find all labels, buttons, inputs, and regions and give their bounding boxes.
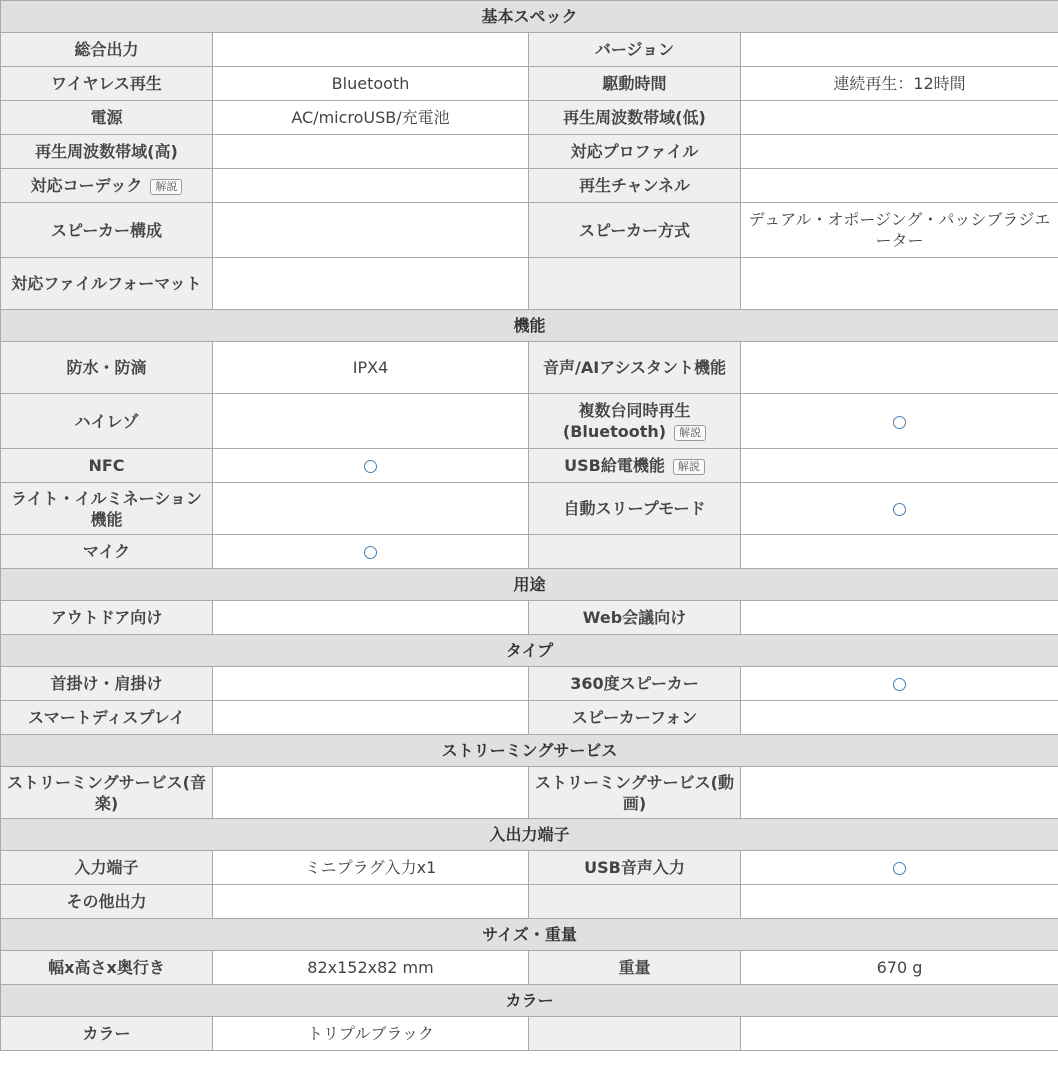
table-row: [1, 601, 1058, 635]
label-nfc: NFC: [1, 449, 213, 483]
label-codec-text: 対応コーデック: [30, 176, 143, 195]
table-row: [1, 535, 1058, 569]
label-usb-power: [529, 449, 741, 483]
table-row: [1, 885, 1058, 919]
value-auto-sleep: [741, 483, 1058, 535]
section-header-color: [1, 985, 1058, 1017]
value-web-meeting: [741, 601, 1058, 635]
section-title: ストリーミングサービス: [1, 735, 1058, 767]
weight-link[interactable]: 670 g: [741, 951, 1058, 985]
label-empty: [529, 535, 741, 569]
section-header-features: [1, 310, 1058, 342]
table-row: [1, 851, 1058, 885]
value-speakerphone: [741, 701, 1058, 735]
label-power: 電源: [1, 101, 213, 135]
table-row: [1, 483, 1058, 535]
value-channel: [741, 169, 1058, 203]
value-illumination: [213, 483, 529, 535]
table-row: [1, 342, 1058, 394]
label-empty: [529, 1017, 741, 1051]
label-multi-playback-text: 複数台同時再生(Bluetooth): [562, 401, 691, 441]
check-circle-icon: [364, 546, 377, 559]
value-freq-low: [741, 101, 1058, 135]
value-streaming-video: [741, 767, 1058, 819]
table-row: [1, 1017, 1058, 1051]
value-power: AC/microUSB/充電池: [213, 101, 529, 135]
label-streaming-music: ストリーミングサービス(音楽): [1, 767, 213, 819]
value-voice-assistant: [741, 342, 1058, 394]
label-battery-time: 駆動時間: [529, 67, 741, 101]
value-total-output: [213, 33, 529, 67]
label-hires: ハイレゾ: [1, 394, 213, 449]
value-input: ミニプラグ入力x1: [213, 851, 529, 885]
label-smart-display: スマートディスプレイ: [1, 701, 213, 735]
label-auto-sleep: 自動スリープモード: [529, 483, 741, 535]
value-neck-shoulder: [213, 667, 529, 701]
value-streaming-music: [213, 767, 529, 819]
label-streaming-video: ストリーミングサービス(動画): [529, 767, 741, 819]
table-row: [1, 101, 1058, 135]
value-nfc: [213, 449, 529, 483]
section-title: 入出力端子: [1, 819, 1058, 851]
label-web-meeting: Web会議向け: [529, 601, 741, 635]
label-channel: 再生チャンネル: [529, 169, 741, 203]
label-weight: 重量: [529, 951, 741, 985]
check-circle-icon: [893, 503, 906, 516]
value-usb-power: [741, 449, 1058, 483]
explain-badge-usb-power[interactable]: 解説: [673, 459, 705, 475]
section-title: 用途: [1, 569, 1058, 601]
check-circle-icon: [893, 416, 906, 429]
value-freq-high: [213, 135, 529, 169]
label-voice-assistant: 音声/AIアシスタント機能: [529, 342, 741, 394]
table-row: [1, 67, 1058, 101]
value-empty: [741, 535, 1058, 569]
value-file-format: [213, 258, 529, 310]
value-360-speaker: [741, 667, 1058, 701]
section-header-size-weight: [1, 919, 1058, 951]
label-usb-power-text: USB給電機能: [564, 456, 665, 475]
explain-badge-codec[interactable]: 解説: [150, 179, 182, 195]
explain-badge-multi-playback[interactable]: 解説: [674, 425, 706, 441]
table-row: [1, 394, 1058, 449]
value-mic: [213, 535, 529, 569]
table-row: [1, 258, 1058, 310]
label-other-output: その他出力: [1, 885, 213, 919]
value-speaker-type: デュアル・オポージング・パッシブラジエーター: [741, 203, 1058, 258]
value-empty: [741, 258, 1058, 310]
label-speaker-type: スピーカー方式: [529, 203, 741, 258]
label-empty: [529, 258, 741, 310]
value-outdoor: [213, 601, 529, 635]
value-codec: [213, 169, 529, 203]
value-smart-display: [213, 701, 529, 735]
value-speaker-config: [213, 203, 529, 258]
section-header-basic-spec: [1, 1, 1058, 33]
label-wireless: ワイヤレス再生: [1, 67, 213, 101]
check-circle-icon: [893, 678, 906, 691]
check-circle-icon: [893, 862, 906, 875]
section-title: 機能: [1, 310, 1058, 342]
section-title: カラー: [1, 985, 1058, 1017]
label-empty: [529, 885, 741, 919]
value-other-output: [213, 885, 529, 919]
value-profile: [741, 135, 1058, 169]
label-speaker-config: スピーカー構成: [1, 203, 213, 258]
value-empty: [741, 1017, 1058, 1051]
value-empty: [741, 885, 1058, 919]
value-version: [741, 33, 1058, 67]
section-title: タイプ: [1, 635, 1058, 667]
table-row: [1, 767, 1058, 819]
label-waterproof: 防水・防滴: [1, 342, 213, 394]
label-usb-audio-input: USB音声入力: [529, 851, 741, 885]
label-profile: 対応プロファイル: [529, 135, 741, 169]
label-file-format: 対応ファイルフォーマット: [1, 258, 213, 310]
label-dimensions: 幅x高さx奥行き: [1, 951, 213, 985]
label-mic: マイク: [1, 535, 213, 569]
value-color: トリプルブラック: [213, 1017, 529, 1051]
label-multi-playback: [529, 394, 741, 449]
label-total-output: 総合出力: [1, 33, 213, 67]
label-outdoor: アウトドア向け: [1, 601, 213, 635]
table-row: [1, 33, 1058, 67]
table-row: [1, 667, 1058, 701]
label-neck-shoulder: 首掛け・肩掛け: [1, 667, 213, 701]
section-header-type: [1, 635, 1058, 667]
section-header-streaming: [1, 735, 1058, 767]
section-title: 基本スペック: [1, 1, 1058, 33]
section-title: サイズ・重量: [1, 919, 1058, 951]
value-waterproof: IPX4: [213, 342, 529, 394]
label-speakerphone: スピーカーフォン: [529, 701, 741, 735]
value-usb-audio-input: [741, 851, 1058, 885]
value-battery-time: 連続再生：12時間: [741, 67, 1058, 101]
label-freq-low: 再生周波数帯域(低): [529, 101, 741, 135]
table-row: [1, 169, 1058, 203]
check-circle-icon: [364, 460, 377, 473]
section-header-io: [1, 819, 1058, 851]
label-freq-high: 再生周波数帯域(高): [1, 135, 213, 169]
value-dimensions: 82x152x82 mm: [213, 951, 529, 985]
table-row: [1, 135, 1058, 169]
table-row: [1, 951, 1058, 985]
label-version: バージョン: [529, 33, 741, 67]
label-360-speaker: 360度スピーカー: [529, 667, 741, 701]
section-header-usage: [1, 569, 1058, 601]
table-row: [1, 701, 1058, 735]
table-row: [1, 203, 1058, 258]
label-input: 入力端子: [1, 851, 213, 885]
value-multi-playback: [741, 394, 1058, 449]
label-illumination: ライト・イルミネーション機能: [1, 483, 213, 535]
table-row: [1, 449, 1058, 483]
value-hires: [213, 394, 529, 449]
value-wireless: Bluetooth: [213, 67, 529, 101]
label-codec: [1, 169, 213, 203]
label-color: カラー: [1, 1017, 213, 1051]
